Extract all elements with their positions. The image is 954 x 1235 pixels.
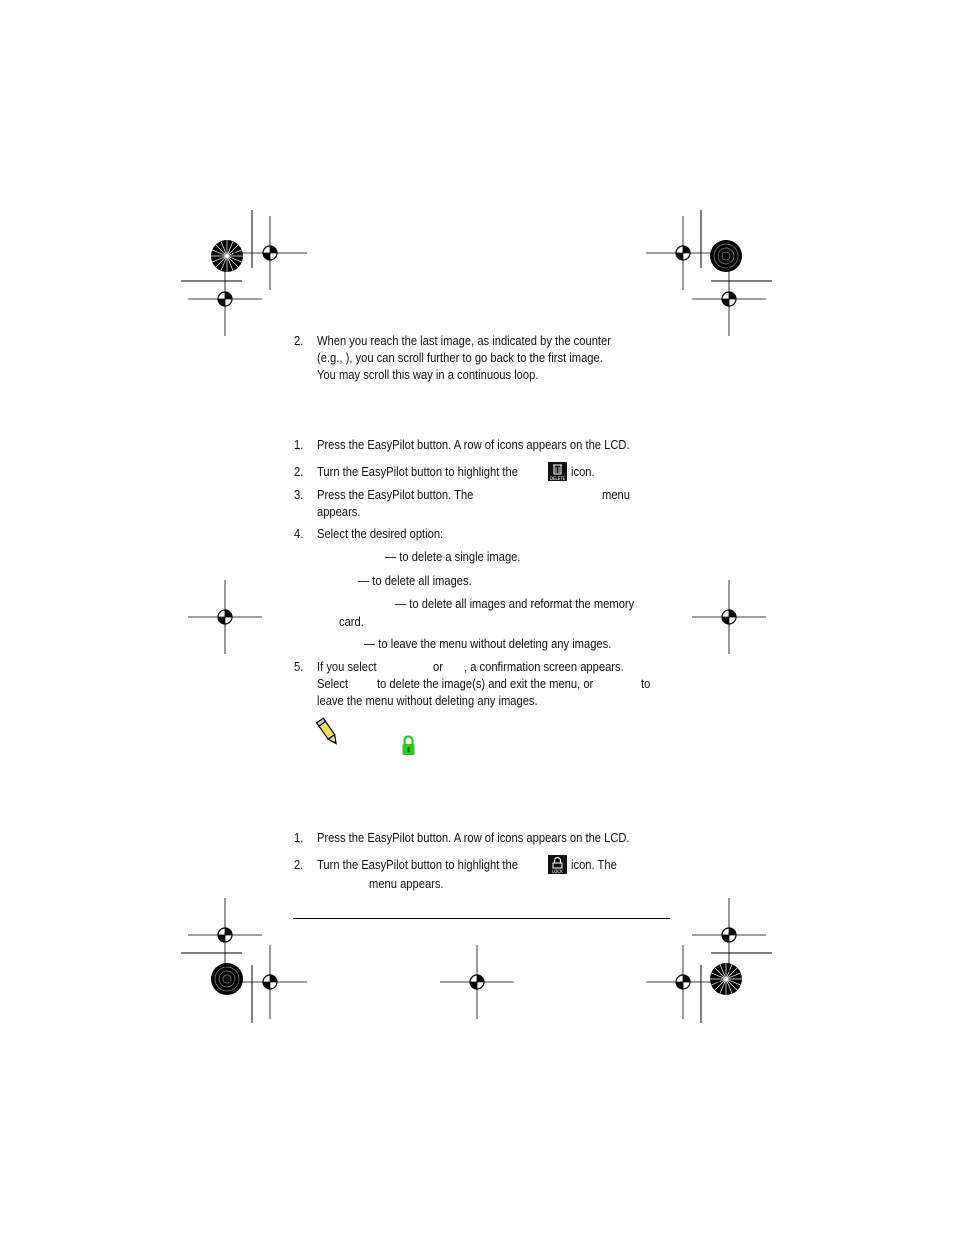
step-text: (e.g., ), you can scroll further to go back to the first image. [317, 350, 603, 365]
pencil-note-icon [316, 716, 340, 748]
option-text: — to delete a single image. [385, 549, 521, 564]
step-text: leave the menu without deleting any images. [317, 693, 538, 708]
step-text: You may scroll this way in a continuous loop. [317, 367, 539, 382]
step-text: Press the EasyPilot button. The [317, 487, 474, 502]
lock-icon-label: LOCK [552, 869, 563, 874]
step-number: 2. [294, 857, 304, 872]
footer-rule [293, 918, 670, 919]
green-lock-icon [401, 735, 416, 756]
step-text: , a confirmation screen appears. [464, 659, 624, 674]
step-text: to [641, 676, 651, 691]
step-number: 3. [294, 487, 304, 502]
step-text: When you reach the last image, as indicated by the counter [317, 333, 611, 348]
lock-icon [548, 855, 567, 874]
step-text: Turn the EasyPilot button to highlight the [317, 857, 518, 872]
option-text: card. [339, 614, 364, 629]
step-text: Select [317, 676, 349, 691]
step-text: to delete the image(s) and exit the menu, or [377, 676, 594, 691]
option-text: — to leave the menu without deleting any images. [364, 636, 612, 651]
option-text: — to delete all images. [358, 573, 472, 588]
step-text: Press the EasyPilot button. A row of icons appears on the LCD. [317, 437, 630, 452]
delete-icon [548, 462, 567, 481]
delete-icon-label: DELETE [549, 476, 566, 481]
step-text: If you select [317, 659, 377, 674]
step-text: Select the desired option: [317, 526, 444, 541]
step-text: or [433, 659, 443, 674]
step-number: 5. [294, 659, 304, 674]
step-text: appears. [317, 504, 361, 519]
step-number: 1. [294, 437, 304, 452]
step-text: Press the EasyPilot button. A row of icons appears on the LCD. [317, 830, 630, 845]
step-text: Turn the EasyPilot button to highlight the [317, 464, 518, 479]
step-text: menu [602, 487, 630, 502]
step-text: icon. The [571, 857, 617, 872]
step-text: icon. [571, 464, 595, 479]
step-number: 2. [294, 333, 304, 348]
step-text: menu appears. [369, 876, 444, 891]
step-number: 4. [294, 526, 304, 541]
step-number: 2. [294, 464, 304, 479]
option-text: — to delete all images and reformat the memory [395, 596, 635, 611]
step-number: 1. [294, 830, 304, 845]
